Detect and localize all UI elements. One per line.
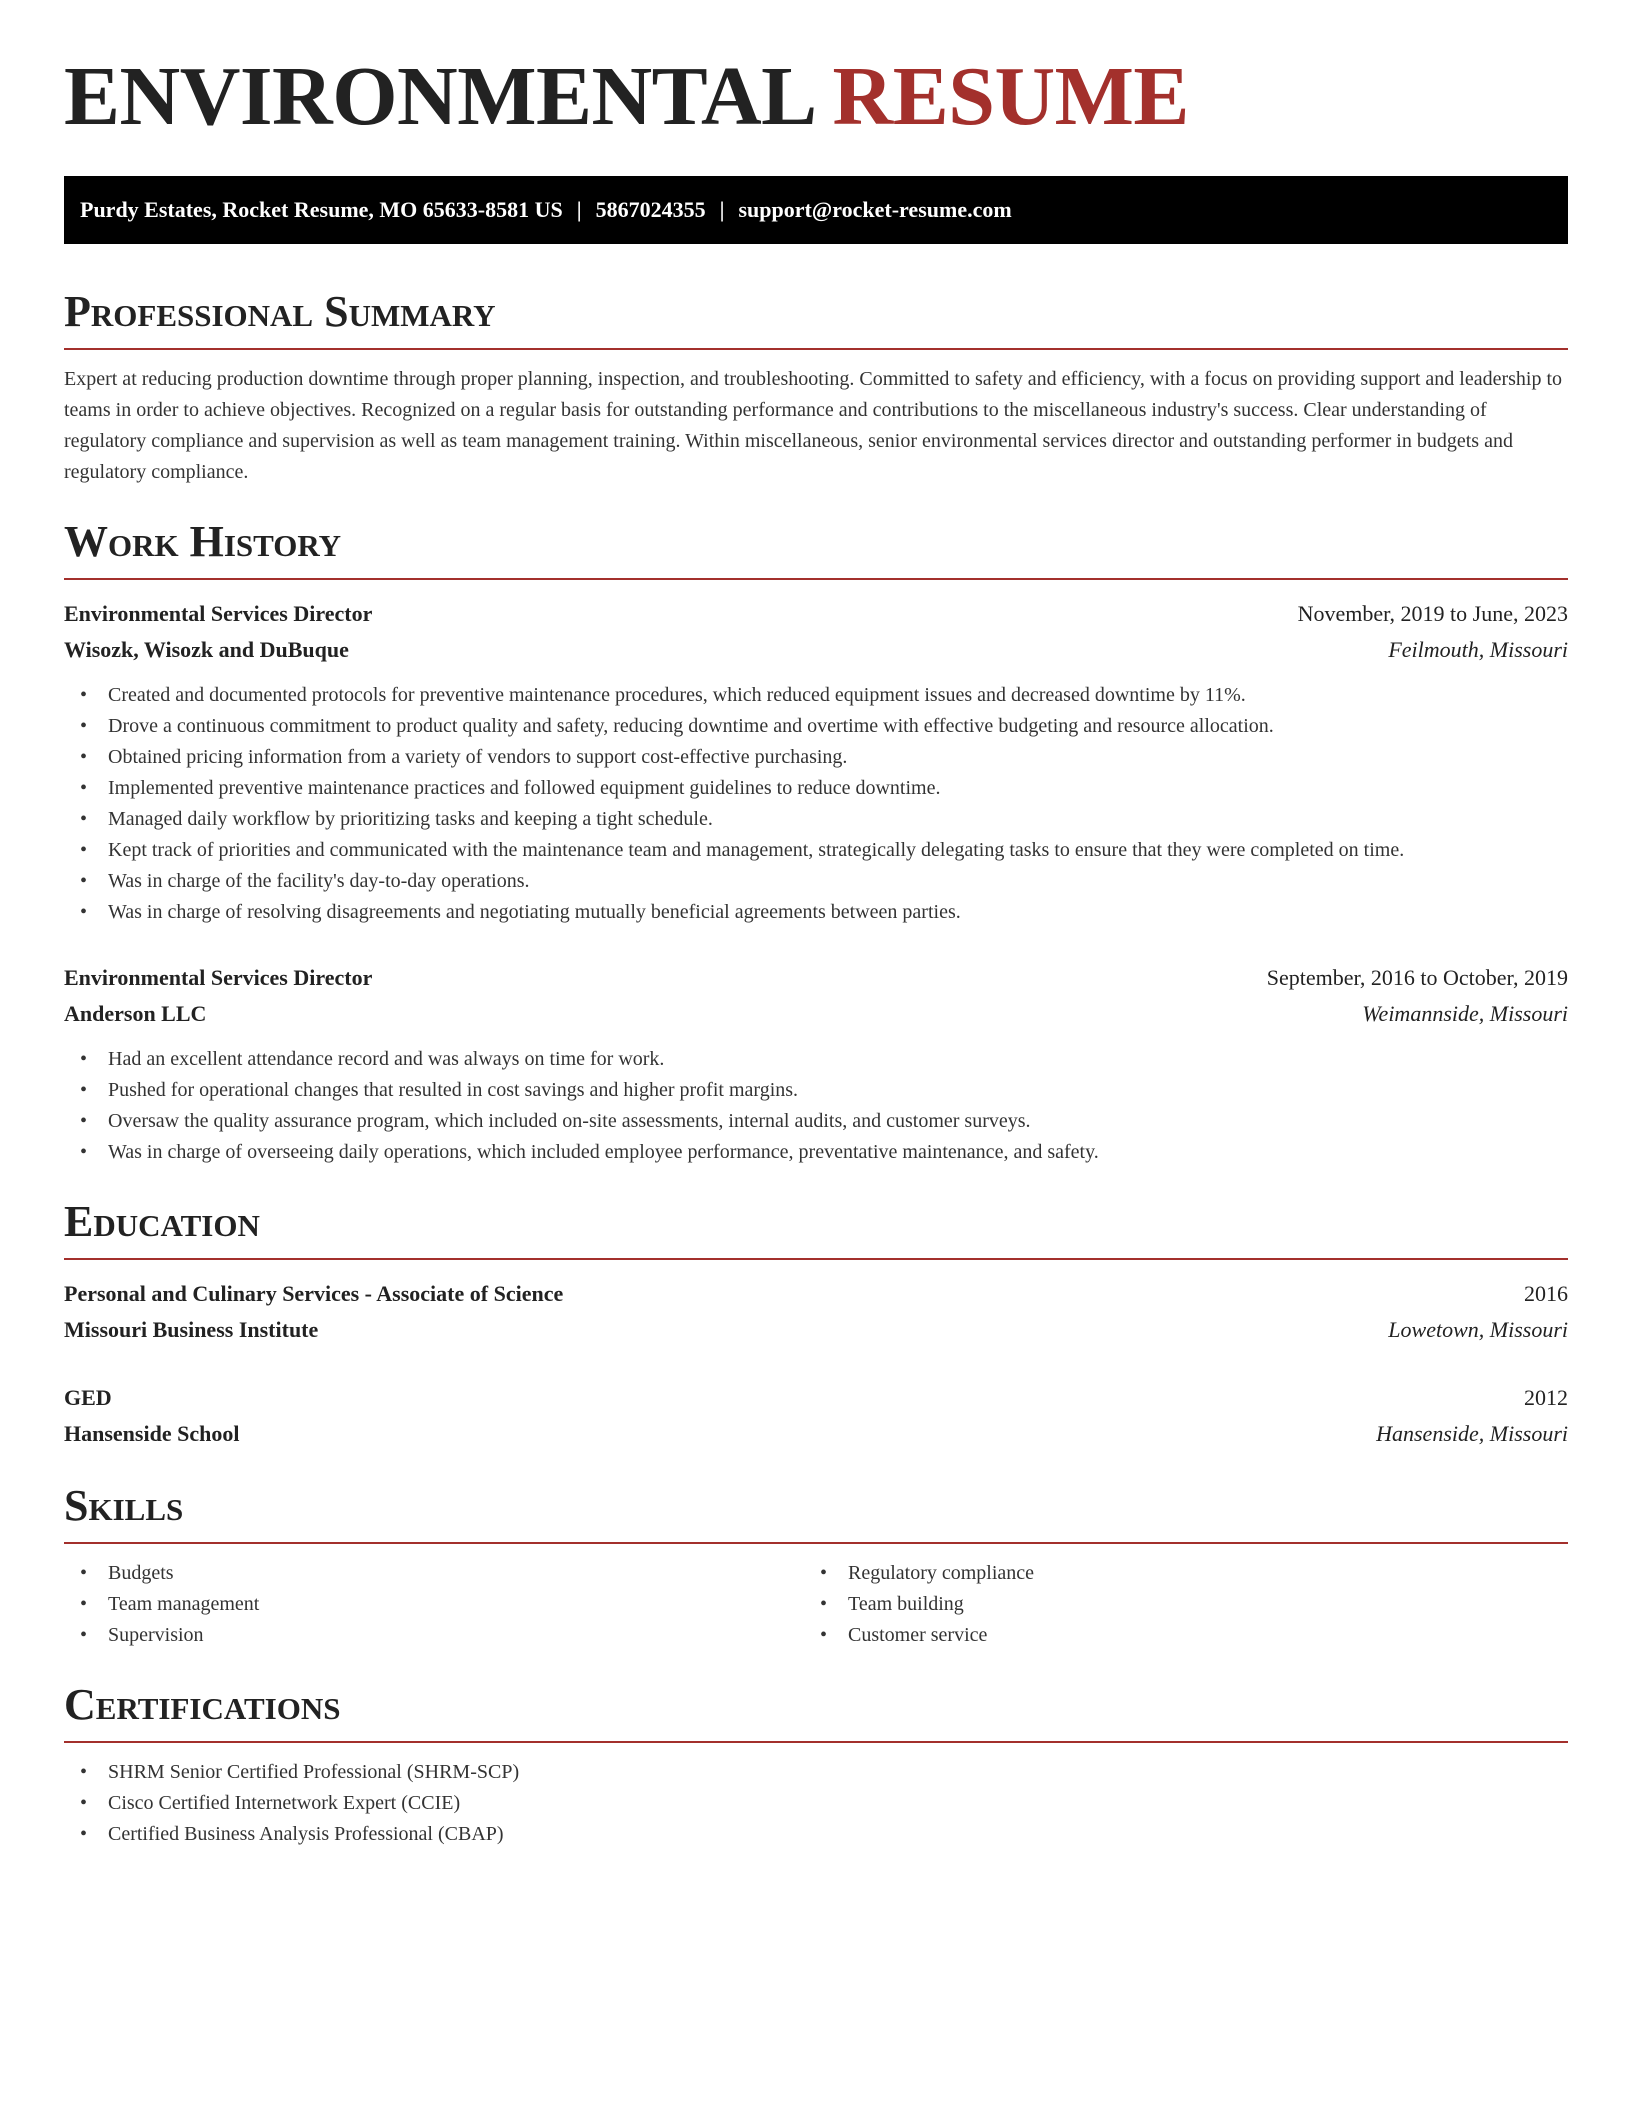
education-location: Hansenside, Missouri <box>1376 1421 1568 1446</box>
section-divider <box>64 578 1568 580</box>
education-degree: Personal and Culinary Services - Associate of Science <box>64 1281 564 1306</box>
section-divider <box>64 1741 1568 1743</box>
list-item: • Certified Business Analysis Professional (CBAP) <box>64 1819 1568 1850</box>
job-dates: November, 2019 to June, 2023 <box>1297 601 1568 626</box>
education-header <box>64 1380 1568 1416</box>
skills-column-right <box>804 1558 1544 1651</box>
section-divider <box>64 348 1568 350</box>
list-item: • Had an excellent attendance record and was always on time for work. <box>64 1044 1568 1075</box>
summary-text: Expert at reducing production downtime through proper planning, inspection, and troubleshooting. Committed to safety and efficiency, with a focus on providing support and leadership to teams in order to achieve objectives. Recognized on a regular basis for outstanding performance and contributions to the miscellaneous industry's success. Clear understanding of regulatory compliance and supervision as well as team management training. Within miscellaneous, senior environmental services director and outstanding performer in budgets and regulatory compliance. <box>64 368 1563 483</box>
list-item: • Pushed for operational changes that resulted in cost savings and higher profit margins. <box>64 1075 1568 1106</box>
certifications-list <box>64 1757 1568 1850</box>
contact-separator: | <box>576 197 582 222</box>
education-year: 2012 <box>1524 1385 1568 1410</box>
job-company: Wisozk, Wisozk and DuBuque <box>64 637 349 662</box>
skills-column-left <box>64 1558 804 1651</box>
contact-phone: 5867024355 <box>595 197 706 222</box>
job-title: Environmental Services Director <box>64 965 373 990</box>
summary-section <box>64 284 1568 488</box>
list-item: • Was in charge of resolving disagreements and negotiating mutually beneficial agreements between parties. <box>64 897 1568 928</box>
education-entry <box>64 1276 1568 1348</box>
work-history-section <box>64 514 1568 1168</box>
list-item: • Created and documented protocols for preventive maintenance procedures, which reduced equipment issues and decreased downtime by 11%. <box>64 680 1568 711</box>
education-subheader <box>64 1312 1568 1348</box>
job-entry <box>64 596 1568 928</box>
education-location: Lowetown, Missouri <box>1388 1317 1568 1342</box>
list-item: • Kept track of priorities and communicated with the maintenance team and management, strategically delegating tasks to ensure that they were completed on time. <box>64 835 1568 866</box>
contact-separator: | <box>719 197 725 222</box>
education-section <box>64 1194 1568 1452</box>
list-item: • Cisco Certified Internetwork Expert (CCIE) <box>64 1788 1568 1819</box>
education-school: Missouri Business Institute <box>64 1317 319 1342</box>
list-item: • Obtained pricing information from a variety of vendors to support cost-effective purchasing. <box>64 742 1568 773</box>
section-title-work-history: Work History <box>64 517 342 566</box>
contact-email: support@rocket-resume.com <box>738 197 1012 222</box>
job-dates: September, 2016 to October, 2019 <box>1266 965 1568 990</box>
list-item: • SHRM Senior Certified Professional (SHRM-SCP) <box>64 1757 1568 1788</box>
job-header <box>64 596 1568 632</box>
contact-bar <box>64 176 1568 244</box>
job-bullets <box>64 1044 1568 1168</box>
list-item: • Supervision <box>64 1620 804 1651</box>
job-bullets <box>64 680 1568 928</box>
title-main: ENVIRONMENTAL <box>64 50 813 143</box>
list-item: • Was in charge of overseeing daily operations, which included employee performance, preventative maintenance, and safety. <box>64 1137 1568 1168</box>
contact-address: Purdy Estates, Rocket Resume, MO 65633-8581 US <box>80 197 563 222</box>
job-entry <box>64 960 1568 1168</box>
job-header <box>64 960 1568 996</box>
education-subheader <box>64 1416 1568 1452</box>
list-item: • Customer service <box>804 1620 1544 1651</box>
skills-grid <box>64 1558 1568 1651</box>
list-item: • Team building <box>804 1589 1544 1620</box>
education-school: Hansenside School <box>64 1421 240 1446</box>
section-title-summary: Professional Summary <box>64 287 496 336</box>
job-subheader <box>64 632 1568 668</box>
list-item: • Was in charge of the facility's day-to-day operations. <box>64 866 1568 897</box>
list-item: • Implemented preventive maintenance practices and followed equipment guidelines to reduce downtime. <box>64 773 1568 804</box>
list-item: • Budgets <box>64 1558 804 1589</box>
list-item: • Team management <box>64 1589 804 1620</box>
section-divider <box>64 1258 1568 1260</box>
section-title-skills: Skills <box>64 1481 184 1530</box>
job-title: Environmental Services Director <box>64 601 373 626</box>
skills-section <box>64 1478 1568 1651</box>
job-subheader <box>64 996 1568 1032</box>
certifications-section <box>64 1677 1568 1850</box>
resume-title <box>64 0 1568 142</box>
section-divider <box>64 1542 1568 1544</box>
job-location: Feilmouth, Missouri <box>1388 637 1568 662</box>
job-location: Weimannside, Missouri <box>1362 1001 1568 1026</box>
education-year: 2016 <box>1524 1281 1568 1306</box>
job-company: Anderson LLC <box>64 1001 207 1026</box>
resume-page <box>64 0 1568 1850</box>
title-accent: RESUME <box>832 50 1189 143</box>
education-header <box>64 1276 1568 1312</box>
section-title-education: Education <box>64 1197 260 1246</box>
list-item: • Oversaw the quality assurance program, which included on-site assessments, internal audits, and customer surveys. <box>64 1106 1568 1137</box>
list-item: • Drove a continuous commitment to product quality and safety, reducing downtime and overtime with effective budgeting and resource allocation. <box>64 711 1568 742</box>
list-item: • Regulatory compliance <box>804 1558 1544 1589</box>
list-item: • Managed daily workflow by prioritizing tasks and keeping a tight schedule. <box>64 804 1568 835</box>
education-entry <box>64 1380 1568 1452</box>
section-title-certifications: Certifications <box>64 1680 341 1729</box>
education-degree: GED <box>64 1385 112 1410</box>
